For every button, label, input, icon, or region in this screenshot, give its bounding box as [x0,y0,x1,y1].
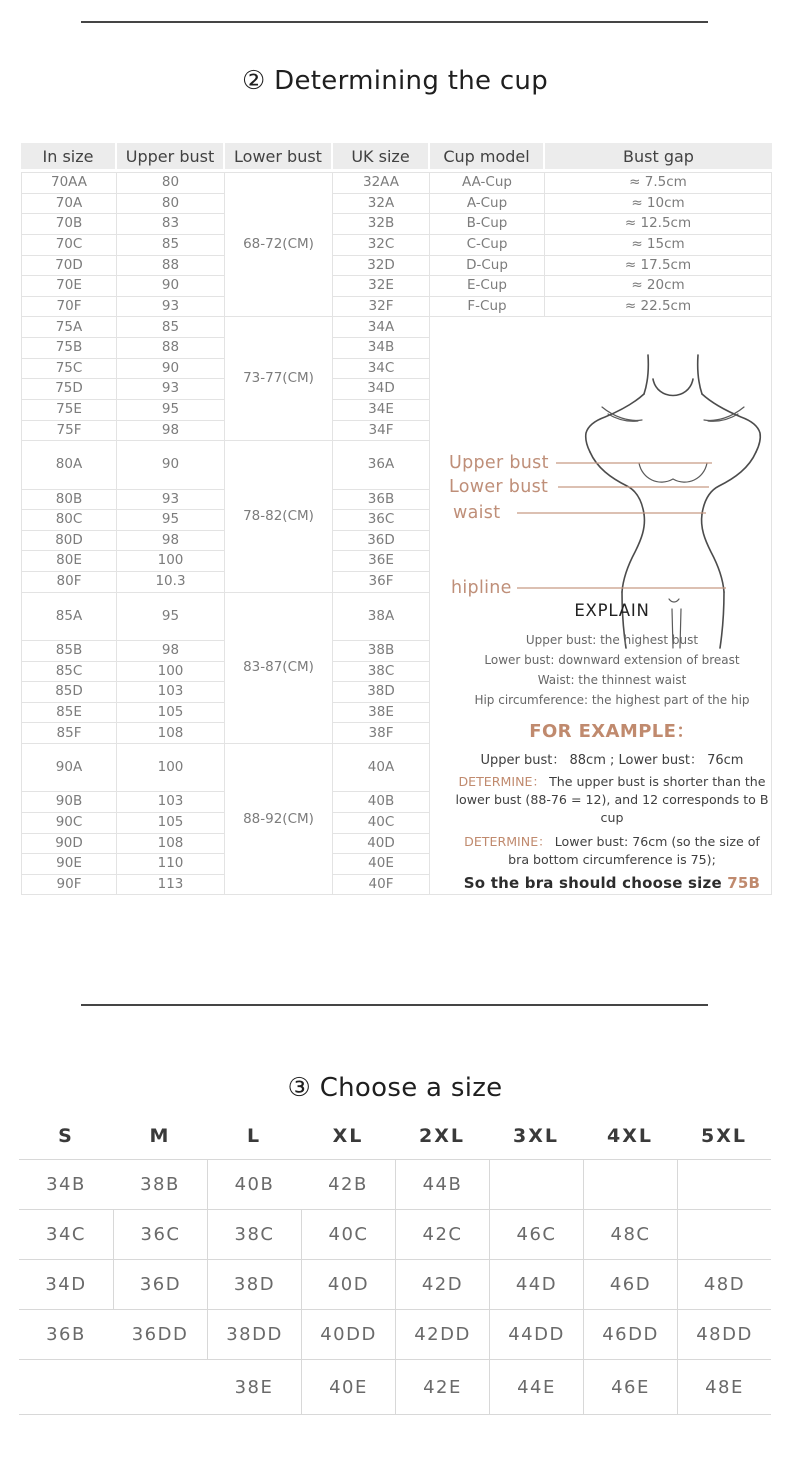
size-column-header: 5XL [701,1124,747,1147]
in-size-cell: 85C [21,662,117,683]
in-size-cell: 75C [21,359,117,380]
choose-size-table [19,1112,771,1415]
size-cell: 48D [677,1259,771,1309]
cup-table-row [21,172,772,194]
size-table-row [19,1359,771,1415]
section-size-title: ③ Choose a size [287,1073,503,1103]
upper-bust-cell: 93 [117,297,225,318]
determine-text: The upper bust is shorter than the lower bust (88-76 = 12), and 12 corresponds to B cup [455,773,769,825]
size-table-row [19,1159,771,1209]
uk-size-cell: 32AA [333,172,430,194]
size-cell [113,1359,207,1415]
uk-size-cell: 36C [333,510,430,531]
uk-size-cell: 38D [333,682,430,703]
size-cell [489,1159,583,1209]
cup-table-row [21,214,772,235]
uk-size-cell: 40E [333,854,430,875]
size-table-row [19,1259,771,1309]
in-size-cell: 75A [21,317,117,338]
conclusion-line [452,873,772,892]
for-example-title: FOR EXAMPLE： [529,720,695,742]
in-size-cell: 75F [21,421,117,442]
upper-bust-cell: 95 [117,400,225,421]
cup-table-row [21,297,772,318]
determine-label: DETERMINE： [464,833,551,849]
cup-table-body [21,172,772,895]
uk-size-cell: 36B [333,490,430,511]
recommended-size: 75B [727,873,761,892]
upper-bust-cell: 90 [117,441,225,489]
top-divider [81,21,708,23]
uk-size-cell: 32D [333,256,430,277]
cup-model-cell: B-Cup [430,214,545,235]
size-column-header: 2XL [419,1124,465,1147]
upper-bust-cell: 95 [117,593,225,641]
explain-line: Upper bust: the highest bust [525,632,699,647]
upper-bust-cell: 103 [117,792,225,813]
lower-bust-cell: 83-87(CM) [225,593,333,744]
middle-divider [81,1004,708,1006]
uk-size-cell: 32E [333,276,430,297]
cup-table-row [21,256,772,277]
size-cell: 46D [583,1259,677,1309]
size-cell: 40B [207,1159,301,1209]
size-cell: 42C [395,1209,489,1259]
size-cell: 34C [19,1209,113,1259]
cup-header-row [21,143,772,172]
in-size-cell: 80B [21,490,117,511]
in-size-cell: 70D [21,256,117,277]
upper-bust-cell: 100 [117,551,225,572]
size-cell: 38C [207,1209,301,1259]
in-size-cell: 85D [21,682,117,703]
upper-bust-cell: 105 [117,703,225,724]
size-cell [677,1209,771,1259]
uk-size-cell: 40B [333,792,430,813]
size-cell: 36D [113,1259,207,1309]
in-size-cell: 85F [21,723,117,744]
upper-bust-cell: 113 [117,875,225,896]
cup-column-header: UK size [333,143,430,172]
lower-bust-cell: 78-82(CM) [225,441,333,592]
size-cell: 48DD [677,1309,771,1359]
upper-bust-cell: 103 [117,682,225,703]
size-cell: 38D [207,1259,301,1309]
size-cell: 46DD [583,1309,677,1359]
uk-size-cell: 38F [333,723,430,744]
size-column-header: S [58,1124,74,1147]
size-cell: 42DD [395,1309,489,1359]
upper-bust-cell: 98 [117,421,225,442]
bust-gap-cell: ≈ 15cm [545,235,772,256]
upper-bust-cell: 88 [117,338,225,359]
hipline-label: hipline [451,578,512,599]
size-cell: 38DD [207,1309,301,1359]
in-size-cell: 70C [21,235,117,256]
size-header-row [19,1112,771,1159]
upper-bust-cell: 90 [117,276,225,297]
in-size-cell: 80A [21,441,117,489]
upper-bust-cell: 90 [117,359,225,380]
uk-size-cell: 36F [333,572,430,593]
size-cell: 44B [395,1159,489,1209]
size-cell: 34D [19,1259,113,1309]
size-cell: 46E [583,1359,677,1415]
bust-gap-cell: ≈ 7.5cm [545,172,772,194]
lower-bust-cell: 68-72(CM) [225,172,333,317]
in-size-cell: 90F [21,875,117,896]
in-size-cell: 70AA [21,172,117,194]
size-cell: 40E [301,1359,395,1415]
uk-size-cell: 34E [333,400,430,421]
uk-size-cell: 38A [333,593,430,641]
upper-bust-cell: 108 [117,834,225,855]
size-column-header: 3XL [513,1124,559,1147]
bust-gap-cell: ≈ 20cm [545,276,772,297]
size-column-header: L [246,1124,262,1147]
upper-bust-cell: 83 [117,214,225,235]
in-size-cell: 85B [21,641,117,662]
size-cell: 42E [395,1359,489,1415]
explain-line: Waist: the thinnest waist [537,672,687,687]
in-size-cell: 90C [21,813,117,834]
upper-bust-cell: 88 [117,256,225,277]
upper-bust-cell: 93 [117,490,225,511]
cup-column-header: Bust gap [545,143,772,172]
size-table-row [19,1309,771,1359]
bust-gap-cell: ≈ 12.5cm [545,214,772,235]
measure-pointer-lines [517,463,726,588]
in-size-cell: 70B [21,214,117,235]
uk-size-cell: 32F [333,297,430,318]
uk-size-cell: 38B [333,641,430,662]
size-cell: 36C [113,1209,207,1259]
in-size-cell: 85A [21,593,117,641]
determine-paragraph-2 [452,833,772,869]
cup-column-header: Upper bust [117,143,225,172]
lower-bust-label: Lower bust [449,477,549,498]
upper-bust-cell: 100 [117,662,225,683]
example-measurements: Upper bust： 88cm ; Lower bust： 76cm [480,752,744,768]
upper-bust-cell: 95 [117,510,225,531]
determine-paragraph-1 [452,773,772,827]
size-cell: 38E [207,1359,301,1415]
in-size-cell: 70E [21,276,117,297]
uk-size-cell: 40D [333,834,430,855]
size-cell: 38B [113,1159,207,1209]
uk-size-cell: 34D [333,379,430,400]
size-cell: 36B [19,1309,113,1359]
in-size-cell: 85E [21,703,117,724]
cup-model-cell: AA-Cup [430,172,545,194]
in-size-cell: 80C [21,510,117,531]
size-column-header: M [149,1124,171,1147]
section-cup-title: ② Determining the cup [241,66,549,96]
size-cell: 48E [677,1359,771,1415]
cup-size-table [21,143,772,895]
conclusion-text: So the bra should choose size [463,873,722,892]
upper-bust-cell: 85 [117,317,225,338]
upper-bust-label: Upper bust [449,453,549,474]
in-size-cell: 70A [21,194,117,215]
cup-column-header: Lower bust [225,143,333,172]
in-size-cell: 90B [21,792,117,813]
size-table-row [19,1209,771,1259]
explain-title: EXPLAIN [574,601,650,621]
uk-size-cell: 38C [333,662,430,683]
size-cell: 40DD [301,1309,395,1359]
uk-size-cell: 34B [333,338,430,359]
size-table-body [19,1159,771,1415]
size-cell [19,1359,113,1415]
in-size-cell: 70F [21,297,117,318]
uk-size-cell: 34A [333,317,430,338]
bust-gap-cell: ≈ 10cm [545,194,772,215]
size-cell: 42B [301,1159,395,1209]
uk-size-cell: 32B [333,214,430,235]
waist-label: waist [453,503,501,524]
in-size-cell: 90A [21,744,117,792]
size-cell [677,1159,771,1209]
uk-size-cell: 40C [333,813,430,834]
uk-size-cell: 36D [333,531,430,552]
size-cell: 34B [19,1159,113,1209]
uk-size-cell: 40A [333,744,430,792]
bust-gap-cell: ≈ 17.5cm [545,256,772,277]
figure-cell [430,317,772,895]
upper-bust-cell: 80 [117,172,225,194]
explain-line: Lower bust: downward extension of breast [484,652,740,667]
upper-bust-cell: 93 [117,379,225,400]
in-size-cell: 75B [21,338,117,359]
upper-bust-cell: 85 [117,235,225,256]
cup-model-cell: E-Cup [430,276,545,297]
in-size-cell: 80D [21,531,117,552]
size-cell: 44D [489,1259,583,1309]
uk-size-cell: 32A [333,194,430,215]
uk-size-cell: 32C [333,235,430,256]
upper-bust-cell: 100 [117,744,225,792]
cup-table-row [21,317,772,338]
uk-size-cell: 38E [333,703,430,724]
size-column-header: 4XL [607,1124,653,1147]
cup-column-header: Cup model [430,143,545,172]
explain-line: Hip circumference: the highest part of the hip [474,692,750,707]
size-cell: 36DD [113,1309,207,1359]
explain-block [452,603,772,891]
upper-bust-cell: 108 [117,723,225,744]
in-size-cell: 90E [21,854,117,875]
size-table-header [19,1112,771,1159]
uk-size-cell: 36E [333,551,430,572]
lower-bust-cell: 88-92(CM) [225,744,333,895]
size-cell: 48C [583,1209,677,1259]
determine-text: Lower bust: 76cm (so the size of bra bottom circumference is 75); [508,833,760,867]
size-cell [583,1159,677,1209]
uk-size-cell: 34F [333,421,430,442]
uk-size-cell: 34C [333,359,430,380]
in-size-cell: 80F [21,572,117,593]
cup-model-cell: C-Cup [430,235,545,256]
body-measure-figure [430,317,772,894]
in-size-cell: 75E [21,400,117,421]
upper-bust-cell: 98 [117,531,225,552]
size-cell: 42D [395,1259,489,1309]
cup-model-cell: F-Cup [430,297,545,318]
upper-bust-cell: 105 [117,813,225,834]
cup-column-header: In size [21,143,117,172]
size-cell: 46C [489,1209,583,1259]
cup-table-row [21,194,772,215]
size-cell: 44DD [489,1309,583,1359]
cup-table-row [21,276,772,297]
upper-bust-cell: 98 [117,641,225,662]
in-size-cell: 80E [21,551,117,572]
cup-table-row [21,235,772,256]
size-cell: 40D [301,1259,395,1309]
cup-model-cell: A-Cup [430,194,545,215]
determine-label: DETERMINE： [458,773,546,789]
uk-size-cell: 36A [333,441,430,489]
cup-table-header [21,143,772,172]
in-size-cell: 75D [21,379,117,400]
size-cell: 44E [489,1359,583,1415]
cup-model-cell: D-Cup [430,256,545,277]
lower-bust-cell: 73-77(CM) [225,317,333,441]
size-column-header: XL [332,1124,364,1147]
upper-bust-cell: 10.3 [117,572,225,593]
in-size-cell: 90D [21,834,117,855]
bust-gap-cell: ≈ 22.5cm [545,297,772,318]
size-cell: 40C [301,1209,395,1259]
upper-bust-cell: 110 [117,854,225,875]
uk-size-cell: 40F [333,875,430,896]
upper-bust-cell: 80 [117,194,225,215]
